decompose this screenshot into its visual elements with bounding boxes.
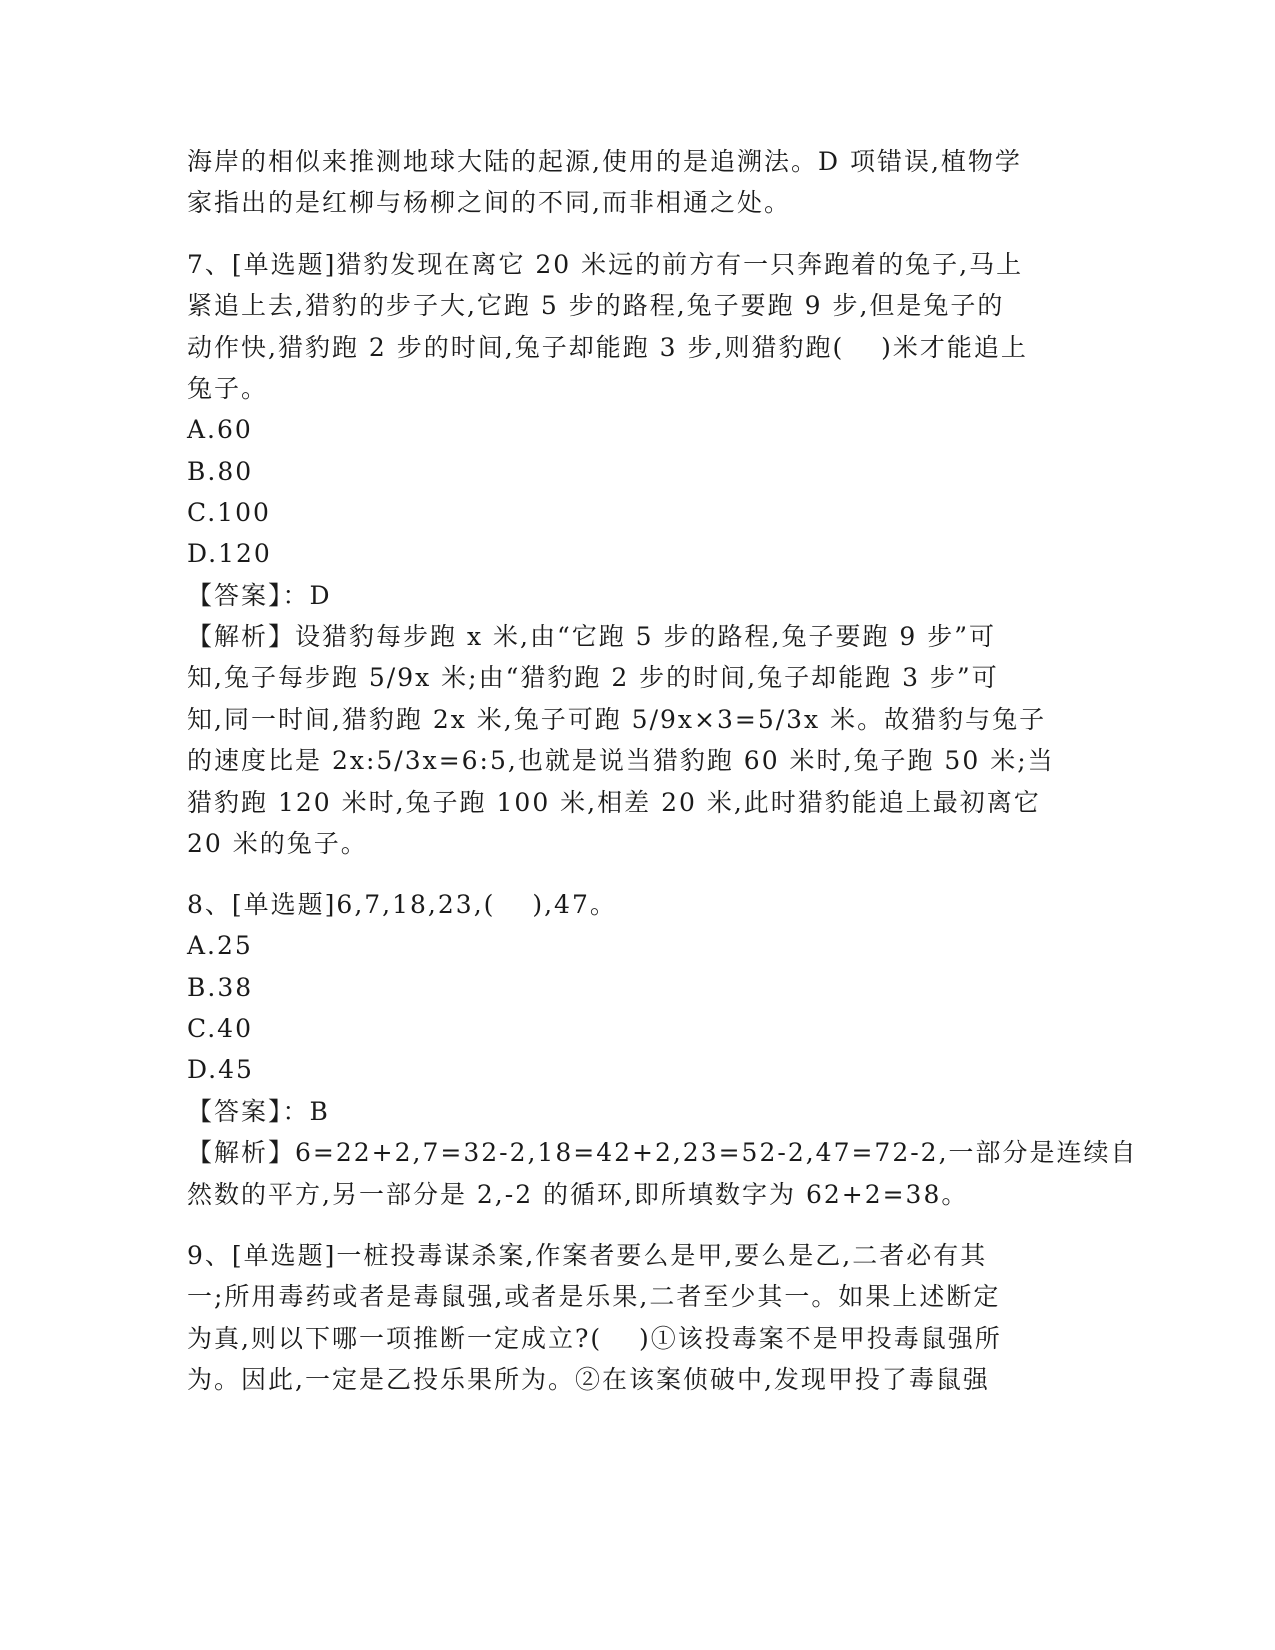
q7-analysis-line: 的速度比是 2x:5/3x=6:5,也就是说当猎豹跑 60 米时,兔子跑 50 米;当 bbox=[187, 746, 1055, 775]
q8-analysis-line: 【解析】6=22+2,7=32-2,18=42+2,23=52-2,47=72-2,一部分是连续自 bbox=[187, 1138, 1138, 1167]
prev-analysis-line: 海岸的相似来推测地球大陆的起源,使用的是追溯法。D 项错误,植物学 bbox=[187, 147, 1022, 176]
q7-analysis-line: 【解析】设猎豹每步跑 x 米,由“它跑 5 步的路程,兔子要跑 9 步”可 bbox=[187, 622, 997, 651]
q8-option-b: B.38 bbox=[187, 973, 254, 1002]
q7-analysis-line: 知,同一时间,猎豹跑 2x 米,兔子可跑 5/9x×3=5/3x 米。故猎豹与兔子 bbox=[187, 705, 1047, 734]
q8-stem-line: 8、[单选题]6,7,18,23,( ),47。 bbox=[187, 890, 617, 919]
q7-analysis-line: 20 米的兔子。 bbox=[187, 829, 368, 858]
q7-option-c: C.100 bbox=[187, 498, 271, 527]
q9-stem-line: 为真,则以下哪一项推断一定成立?( )①该投毒案不是甲投毒鼠强所 bbox=[187, 1324, 1002, 1353]
q7-stem-line: 兔子。 bbox=[187, 374, 269, 403]
q9-stem-line: 为。因此,一定是乙投乐果所为。②在该案侦破中,发现甲投了毒鼠强 bbox=[187, 1365, 990, 1394]
q8-option-a: A.25 bbox=[187, 931, 253, 960]
q7-stem-line: 紧追上去,猎豹的步子大,它跑 5 步的路程,兔子要跑 9 步,但是兔子的 bbox=[187, 291, 1005, 320]
q9-stem-line: 9、[单选题]一桩投毒谋杀案,作案者要么是甲,要么是乙,二者必有其 bbox=[187, 1241, 988, 1270]
prev-analysis-line: 家指出的是红柳与杨柳之间的不同,而非相通之处。 bbox=[187, 188, 791, 217]
q7-analysis-line: 知,兔子每步跑 5/9x 米;由“猎豹跑 2 步的时间,兔子却能跑 3 步”可 bbox=[187, 663, 999, 692]
q8-answer: 【答案】：B bbox=[187, 1097, 330, 1126]
q7-option-d: D.120 bbox=[187, 539, 272, 568]
q9-stem-line: 一;所用毒药或者是毒鼠强,或者是乐果,二者至少其一。如果上述断定 bbox=[187, 1282, 1001, 1311]
q7-answer: 【答案】：D bbox=[187, 581, 332, 610]
q7-option-b: B.80 bbox=[187, 457, 254, 486]
q7-analysis-line: 猎豹跑 120 米时,兔子跑 100 米,相差 20 米,此时猎豹能追上最初离它 bbox=[187, 788, 1041, 817]
q8-option-d: D.45 bbox=[187, 1055, 254, 1084]
q7-stem-line: 动作快,猎豹跑 2 步的时间,兔子却能跑 3 步,则猎豹跑( )米才能追上 bbox=[187, 333, 1028, 362]
q7-option-a: A.60 bbox=[187, 415, 253, 444]
q8-analysis-line: 然数的平方,另一部分是 2,-2 的循环,即所填数字为 62+2=38。 bbox=[187, 1180, 969, 1209]
q7-stem-line: 7、[单选题]猎豹发现在离它 20 米远的前方有一只奔跑着的兔子,马上 bbox=[187, 250, 1024, 279]
q8-option-c: C.40 bbox=[187, 1014, 253, 1043]
